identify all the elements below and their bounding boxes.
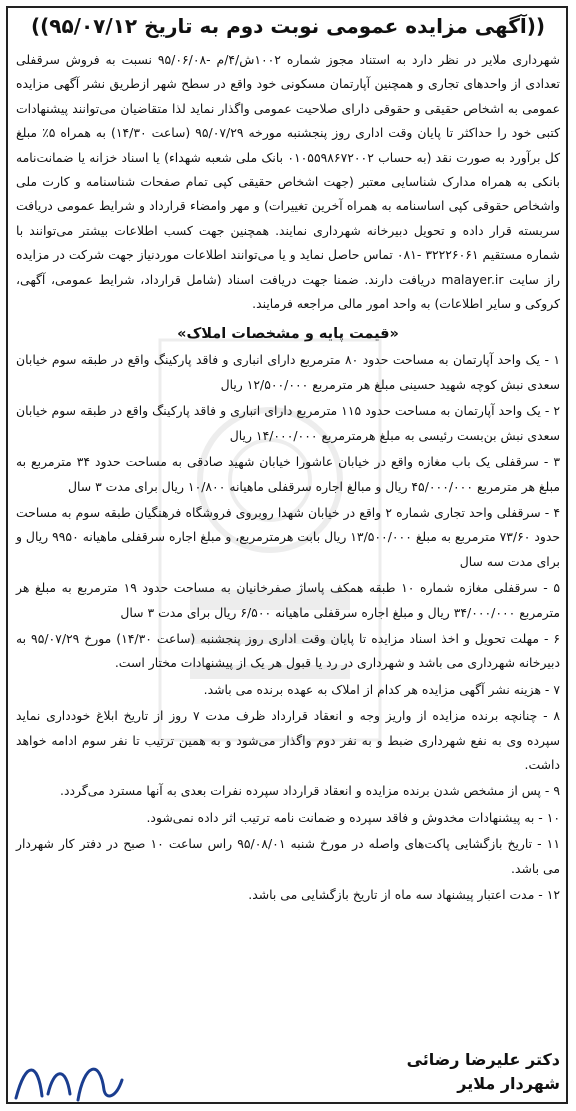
conditions-list — [12, 348, 564, 907]
auction-notice — [12, 10, 564, 909]
handwritten-mark — [8, 1050, 128, 1108]
list-item: ۹ - پس از مشخص شدن برنده مزایده و انعقاد قرارداد سپرده نفرات بعدی به آنها مسترد می‌گردد. — [60, 783, 560, 799]
notice-title: ((آگهی مزایده عمومی نوبت دوم به تاریخ ۹۵/۰۷/۱۲)) — [30, 14, 546, 38]
list-item: ۷ - هزینه نشر آگهی مزایده هر کدام از املاک به عهده برنده می باشد. — [203, 681, 560, 697]
signer-name: دکتر علیرضا رضائی — [406, 1050, 560, 1069]
section-title: «قیمت پایه و مشخصات املاک» — [177, 326, 399, 343]
list-item: ۱۲ - مدت اعتبار پیشنهاد سه ماه از تاریخ بازگشایی می باشد. — [248, 887, 560, 902]
list-item: ۱۱ - تاریخ بازگشایی پاکت‌های واصله در مورخ شنبه ۹۵/۰۸/۰۱ راس ساعت ۱۰ صبح در دفتر کار شهردار می باشد. — [16, 836, 560, 876]
signature-block — [407, 1048, 560, 1096]
list-item: ۶ - مهلت تحویل و اخذ اسناد مزایده تا پایان وقت اداری روز پنجشنبه (ساعت ۱۴/۳۰) مورخ ۹۵/۰۷/۲۹ به دبیرخانه شهرداری می باشد و شهرداری در رد یا قبول هر یک از پیشنهادات مختار است. — [16, 630, 561, 671]
list-item: ۱ - یک واحد آپارتمان به مساحت حدود ۸۰ مترمربع دارای انباری و فاقد پارکینگ واقع در طبقه سوم خیابان سعدی نبش کوچه شهید حسینی مبلغ هر مترمربع ۱۲/۵۰۰/۰۰۰ ریال — [16, 352, 561, 392]
signer-role: شهردار ملایر — [457, 1074, 560, 1093]
list-item: ۱۰ - به پیشنهادات مخدوش و فاقد سپرده و ضمانت نامه ترتیب اثر داده نمی‌شود. — [146, 809, 560, 825]
list-item: ۳ - سرقفلی یک باب مغازه واقع در خیابان عاشورا خیابان شهید صادقی به مساحت حدود ۳۴ مترمربع به مبلغ هر مترمربع ۴۵/۰۰۰/۰۰۰ ریال و مبالغ اجاره سرقفلی ماهیانه ۱۰/۸۰۰ ریال برای مدت ۳ سال — [16, 454, 560, 494]
notice-intro: شهرداری ملایر در نظر دارد به استناد مجوز شماره ۱۰۰۲ش/۴/م -۹۵/۰۶/۰۸ نسبت به فروش سرقفلی تعدادی از واحدهای تجاری و همچنین آپارتمان مسکونی خود واقع در سطح شهر ازطریق نشر آگهی مزایده عمومی به اشخاص حقیقی و حقوقی دارای صلاحیت عمومی واگذار نماید لذا متقاضیان می‌توانند پیشنهادات کتبی خود را حداکثر تا پایان وقت اداری روز پنجشنبه مورخه ۹۵/۰۷/۲۹ (ساعت ۱۴/۳۰) به همراه ۵٪ مبلغ کل برآورد به صورت نقد (به حساب ۰۱۰۵۵۹۸۶۷۲۰۰۲ بانک ملی شعبه شهداء) یا اسناد خزانه یا ضمانت‌نامه بانکی به همراه مدارک شناسایی معتبر (جهت اشخاص حقیقی کپی تمام صفحات شناسنامه و کارت ملی واشخاص حقوقی کپی اساسنامه به همراه آخرین تغییرات) و مهر وامضاء قرارداد و شرایط عمومی دریافت سربسته قرار داده و تحویل دبیرخانه شهرداری نمایند. همچنین جهت کسب اطلاعات بیشتر می‌توانند با شماره مستقیم ۳۲۲۲۶۰۶۱ -۰۸۱ تماس حاصل نماید و یا می‌توانند اطلاعات موردنیاز جهت شرکت در مزایده راز سایت malayer.ir دریافت دارند. ضمنا جهت دریافت اسناد (شامل قرارداد، شرایط عمومی، آگهی، کروکی و سایر اطلاعات) به واحد امور مالی مراجعه فرمایند. — [16, 52, 561, 312]
list-item: ۸ - چنانچه برنده مزایده از واریز وجه و انعقاد قرارداد ظرف مدت ۷ روز از تاریخ ابلاغ خودداری نماید سپرده وی به نفع شهرداری ضبط و به نفر دوم واگذار می‌شود و به همین ترتیب تا نفر سوم ادامه خواهد داشت. — [16, 708, 561, 772]
list-item: ۴ - سرقفلی واحد تجاری شماره ۲ واقع در خیابان شهدا روبروی فروشگاه فرهنگیان طبقه سوم به مساحت حدود ۷۳/۶۰ مترمربع به مبلغ ۱۳/۵۰۰/۰۰۰ ریال بابت هرمترمربع، و مبلغ اجاره سرقفلی ماهیانه ۹۹۵۰ ریال و برای مدت سه سال — [16, 504, 560, 569]
list-item: ۲ - یک واحد آپارتمان به مساحت حدود ۱۱۵ مترمربع دارای انباری و فاقد پارکینگ واقع در طبقه سوم خیابان سعدی نبش بن‌بست رئیسی به مبلغ هرمترمربع ۱۴/۰۰۰/۰۰۰ ریال — [16, 403, 560, 443]
list-item: ۵ - سرقفلی مغازه شماره ۱۰ طبقه همکف پاساژ صفرخانیان به مساحت حدود ۱۹ مترمربع به مبلغ هر مترمربع ۳۴/۰۰۰/۰۰۰ ریال و مبلغ اجاره سرقفلی ماهیانه ۶/۵۰۰ ریال برای مدت ۳ سال — [16, 580, 560, 620]
